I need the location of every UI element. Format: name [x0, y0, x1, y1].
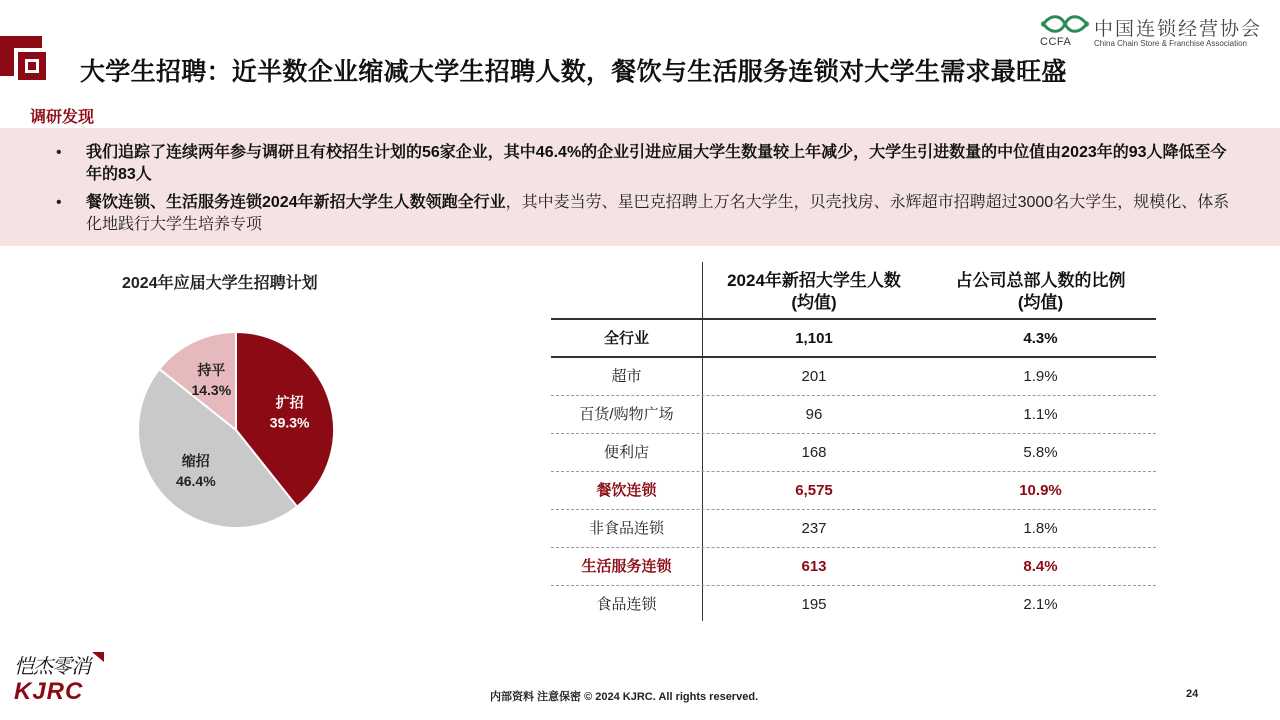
ccfa-logo-icon	[1038, 12, 1092, 38]
pie-slice-label: 持平	[197, 361, 226, 378]
confidential-notice: 内部资料 注意保密 © 2024 KJRC. All rights reserved.	[490, 691, 759, 703]
table-header-count	[703, 270, 925, 314]
kjrc-logo-triangle-icon	[92, 652, 104, 662]
table-header	[551, 262, 1156, 320]
findings-label: 调研发现	[30, 109, 95, 126]
ccfa-logo-abbr: CCFA	[1040, 36, 1072, 48]
table-cell-count: 1,101	[795, 330, 833, 347]
bullet-dot: •	[56, 194, 62, 211]
finding-text-2	[86, 192, 1236, 236]
table-header-ratio-line1: 占公司总部人数的比例	[955, 271, 1126, 290]
table-header-count-line2: (均值)	[791, 293, 837, 312]
kjrc-logo-cn: 恺杰零消	[14, 654, 90, 678]
table-row	[551, 434, 1156, 472]
table-cell-ratio: 8.4%	[1023, 558, 1058, 575]
table-cell-ratio: 2.1%	[1023, 596, 1058, 613]
ccfa-logo	[1038, 12, 1268, 52]
table-cell-ratio: 10.9%	[1019, 482, 1062, 499]
pie-slice-value: 39.3%	[269, 414, 310, 431]
table-cell-industry: 生活服务连锁	[581, 558, 672, 575]
table-cell-industry: 食品连锁	[596, 596, 657, 613]
table-cell-count: 195	[801, 596, 827, 613]
table-cell-ratio: 1.1%	[1023, 406, 1058, 423]
table-cell-count: 168	[801, 444, 827, 461]
table-cell-count: 201	[801, 368, 827, 385]
pie-chart-title: 2024年应届大学生招聘计划	[122, 275, 318, 292]
pie-chart	[120, 320, 360, 550]
table-cell-ratio: 1.9%	[1023, 368, 1058, 385]
table-cell-ratio: 4.3%	[1023, 330, 1058, 347]
table-row	[551, 320, 1156, 358]
table-row	[551, 586, 1156, 624]
finding-text-1: 我们追踪了连续两年参与调研且有校招生计划的56家企业，其中46.4%的企业引进应届大学生数量较上年减少，大学生引进数量的中位值由2023年的93人降低至今年的83人	[86, 144, 1227, 183]
page-title: 大学生招聘：近半数企业缩减大学生招聘人数，餐饮与生活服务连锁对大学生需求最旺盛	[80, 58, 1067, 86]
finding-text-2-bold: 餐饮连锁、生活服务连锁2024年新招大学生人数领跑全行业	[86, 194, 506, 211]
table-cell-industry: 百货/购物广场	[579, 406, 674, 423]
table-cell-count: 6,575	[795, 482, 833, 499]
table-cell-industry: 全行业	[603, 330, 649, 347]
kjrc-logo-en: KJRC	[14, 678, 84, 705]
table-row	[551, 396, 1156, 434]
table-row	[551, 472, 1156, 510]
table-row	[551, 358, 1156, 396]
corner-accent-inner	[25, 59, 39, 73]
table-header-ratio	[925, 270, 1156, 314]
pie-slice-value: 14.3%	[191, 381, 232, 398]
table-cell-industry: 便利店	[603, 444, 649, 461]
table-cell-industry: 餐饮连锁	[596, 482, 657, 499]
table-header-count-line1: 2024年新招大学生人数	[727, 271, 901, 290]
table-cell-industry: 超市	[611, 368, 642, 385]
table-cell-ratio: 1.8%	[1023, 520, 1058, 537]
table-header-ratio-line2: (均值)	[1017, 293, 1064, 312]
table-cell-count: 237	[801, 520, 827, 537]
page-number: 24	[1186, 688, 1199, 700]
pie-slice-value: 46.4%	[175, 473, 216, 490]
table-cell-industry: 非食品连锁	[588, 520, 664, 537]
ccfa-logo-en: China Chain Store & Franchise Association	[1094, 39, 1247, 48]
table-cell-count: 613	[801, 558, 827, 575]
table-row	[551, 548, 1156, 586]
table-cell-ratio: 5.8%	[1023, 444, 1058, 461]
pie-slice-label: 扩招	[275, 394, 304, 411]
pie-slice-label: 缩招	[181, 453, 210, 470]
table-row	[551, 510, 1156, 548]
bullet-dot: •	[56, 144, 62, 161]
table-cell-count: 96	[805, 406, 823, 423]
finding-text-2-rest: ，其中麦当劳、星巴克招聘上万名大学生，贝壳找房、永辉超市招聘超过3000名大学生，规模化、体系化地践行大学生培养专项	[86, 194, 1230, 233]
ccfa-logo-cn: 中国连锁经营协会	[1094, 18, 1263, 40]
